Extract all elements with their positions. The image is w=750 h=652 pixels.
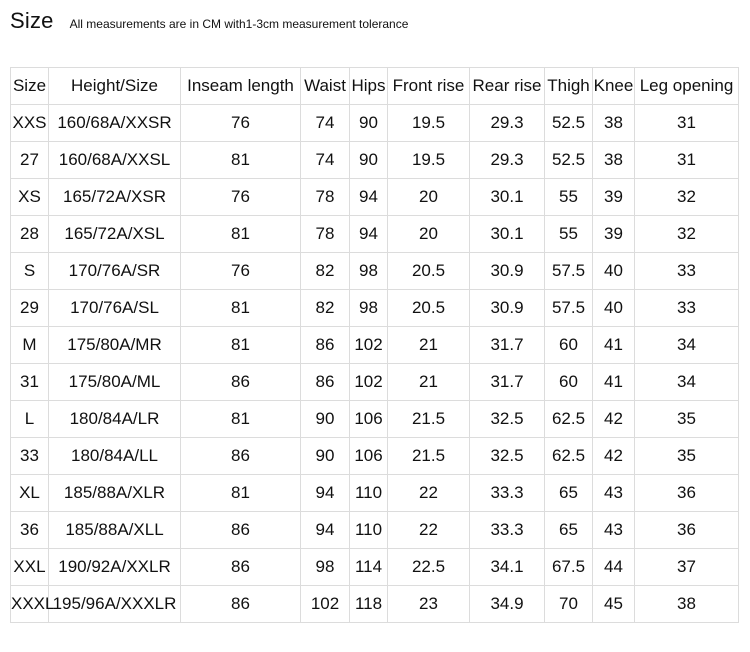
page-header	[10, 8, 408, 38]
column-header-thigh: Thigh	[545, 68, 593, 105]
cell-thigh: 52.5	[545, 142, 593, 179]
cell-size: XXL	[11, 549, 49, 586]
column-header-hips: Hips	[350, 68, 388, 105]
cell-front-rise: 19.5	[388, 142, 470, 179]
table-row	[11, 253, 739, 290]
table-row	[11, 327, 739, 364]
cell-inseam-length: 81	[181, 290, 301, 327]
cell-knee: 42	[593, 438, 635, 475]
cell-rear-rise: 33.3	[470, 512, 545, 549]
cell-height-size: 160/68A/XXSL	[49, 142, 181, 179]
cell-leg-opening: 35	[635, 438, 739, 475]
cell-rear-rise: 29.3	[470, 105, 545, 142]
cell-inseam-length: 86	[181, 549, 301, 586]
cell-leg-opening: 31	[635, 142, 739, 179]
cell-knee: 38	[593, 142, 635, 179]
cell-height-size: 175/80A/ML	[49, 364, 181, 401]
cell-front-rise: 21	[388, 327, 470, 364]
cell-front-rise: 20	[388, 179, 470, 216]
table-header-row	[11, 68, 739, 105]
cell-knee: 38	[593, 105, 635, 142]
cell-knee: 41	[593, 327, 635, 364]
cell-hips: 102	[350, 327, 388, 364]
cell-hips: 98	[350, 290, 388, 327]
cell-hips: 114	[350, 549, 388, 586]
cell-waist: 82	[301, 290, 350, 327]
cell-knee: 43	[593, 512, 635, 549]
column-header-leg-opening: Leg opening	[635, 68, 739, 105]
cell-size: 31	[11, 364, 49, 401]
cell-thigh: 67.5	[545, 549, 593, 586]
cell-rear-rise: 29.3	[470, 142, 545, 179]
cell-leg-opening: 34	[635, 327, 739, 364]
cell-thigh: 62.5	[545, 401, 593, 438]
cell-hips: 110	[350, 475, 388, 512]
cell-rear-rise: 31.7	[470, 364, 545, 401]
cell-leg-opening: 31	[635, 105, 739, 142]
cell-waist: 90	[301, 401, 350, 438]
table-row	[11, 438, 739, 475]
cell-size: L	[11, 401, 49, 438]
cell-waist: 82	[301, 253, 350, 290]
cell-size: XXS	[11, 105, 49, 142]
cell-front-rise: 21	[388, 364, 470, 401]
cell-thigh: 60	[545, 327, 593, 364]
cell-leg-opening: 35	[635, 401, 739, 438]
table-row	[11, 105, 739, 142]
cell-waist: 74	[301, 105, 350, 142]
cell-rear-rise: 32.5	[470, 438, 545, 475]
cell-hips: 94	[350, 216, 388, 253]
cell-waist: 74	[301, 142, 350, 179]
cell-leg-opening: 32	[635, 179, 739, 216]
cell-knee: 45	[593, 586, 635, 623]
cell-front-rise: 20.5	[388, 290, 470, 327]
cell-waist: 94	[301, 475, 350, 512]
cell-size: 27	[11, 142, 49, 179]
cell-rear-rise: 32.5	[470, 401, 545, 438]
cell-front-rise: 22	[388, 475, 470, 512]
cell-waist: 90	[301, 438, 350, 475]
cell-height-size: 180/84A/LR	[49, 401, 181, 438]
table-row	[11, 475, 739, 512]
cell-knee: 43	[593, 475, 635, 512]
cell-leg-opening: 33	[635, 290, 739, 327]
cell-inseam-length: 81	[181, 401, 301, 438]
cell-hips: 94	[350, 179, 388, 216]
cell-height-size: 175/80A/MR	[49, 327, 181, 364]
cell-rear-rise: 34.1	[470, 549, 545, 586]
column-header-height-size: Height/Size	[49, 68, 181, 105]
table-row	[11, 142, 739, 179]
cell-hips: 102	[350, 364, 388, 401]
cell-front-rise: 22	[388, 512, 470, 549]
cell-hips: 118	[350, 586, 388, 623]
cell-inseam-length: 81	[181, 475, 301, 512]
cell-thigh: 70	[545, 586, 593, 623]
table-row	[11, 401, 739, 438]
column-header-waist: Waist	[301, 68, 350, 105]
table-row	[11, 586, 739, 623]
cell-hips: 106	[350, 438, 388, 475]
cell-thigh: 57.5	[545, 253, 593, 290]
cell-size: 28	[11, 216, 49, 253]
measurement-note: All measurements are in CM with1-3cm measurement tolerance	[69, 17, 409, 31]
cell-leg-opening: 38	[635, 586, 739, 623]
column-header-rear-rise: Rear rise	[470, 68, 545, 105]
cell-size: XXXL	[11, 586, 49, 623]
cell-height-size: 170/76A/SR	[49, 253, 181, 290]
cell-thigh: 65	[545, 475, 593, 512]
cell-height-size: 185/88A/XLR	[49, 475, 181, 512]
cell-front-rise: 20.5	[388, 253, 470, 290]
cell-inseam-length: 76	[181, 105, 301, 142]
cell-inseam-length: 86	[181, 364, 301, 401]
cell-rear-rise: 30.9	[470, 253, 545, 290]
cell-rear-rise: 34.9	[470, 586, 545, 623]
cell-size: 29	[11, 290, 49, 327]
cell-knee: 39	[593, 216, 635, 253]
cell-front-rise: 22.5	[388, 549, 470, 586]
cell-inseam-length: 86	[181, 438, 301, 475]
cell-height-size: 160/68A/XXSR	[49, 105, 181, 142]
cell-size: XS	[11, 179, 49, 216]
cell-leg-opening: 36	[635, 512, 739, 549]
cell-inseam-length: 76	[181, 253, 301, 290]
cell-leg-opening: 37	[635, 549, 739, 586]
cell-waist: 94	[301, 512, 350, 549]
cell-leg-opening: 33	[635, 253, 739, 290]
table-body	[11, 105, 739, 623]
cell-thigh: 55	[545, 216, 593, 253]
cell-inseam-length: 81	[181, 216, 301, 253]
cell-height-size: 165/72A/XSL	[49, 216, 181, 253]
cell-inseam-length: 76	[181, 179, 301, 216]
cell-inseam-length: 86	[181, 586, 301, 623]
cell-height-size: 185/88A/XLL	[49, 512, 181, 549]
cell-rear-rise: 30.9	[470, 290, 545, 327]
cell-knee: 40	[593, 253, 635, 290]
table-row	[11, 512, 739, 549]
cell-waist: 102	[301, 586, 350, 623]
cell-hips: 90	[350, 105, 388, 142]
table-row	[11, 290, 739, 327]
table-row	[11, 549, 739, 586]
size-chart-table	[10, 67, 739, 623]
cell-front-rise: 21.5	[388, 438, 470, 475]
cell-knee: 44	[593, 549, 635, 586]
cell-size: M	[11, 327, 49, 364]
table-row	[11, 179, 739, 216]
cell-front-rise: 21.5	[388, 401, 470, 438]
cell-height-size: 180/84A/LL	[49, 438, 181, 475]
cell-knee: 41	[593, 364, 635, 401]
cell-rear-rise: 33.3	[470, 475, 545, 512]
cell-leg-opening: 36	[635, 475, 739, 512]
table-row	[11, 364, 739, 401]
cell-inseam-length: 81	[181, 327, 301, 364]
cell-height-size: 190/92A/XXLR	[49, 549, 181, 586]
cell-knee: 39	[593, 179, 635, 216]
cell-leg-opening: 34	[635, 364, 739, 401]
cell-height-size: 195/96A/XXXLR	[49, 586, 181, 623]
cell-size: 36	[11, 512, 49, 549]
cell-rear-rise: 31.7	[470, 327, 545, 364]
cell-hips: 90	[350, 142, 388, 179]
cell-thigh: 57.5	[545, 290, 593, 327]
column-header-knee: Knee	[593, 68, 635, 105]
cell-waist: 86	[301, 327, 350, 364]
cell-hips: 98	[350, 253, 388, 290]
cell-height-size: 165/72A/XSR	[49, 179, 181, 216]
cell-thigh: 55	[545, 179, 593, 216]
cell-height-size: 170/76A/SL	[49, 290, 181, 327]
table-row	[11, 216, 739, 253]
cell-front-rise: 19.5	[388, 105, 470, 142]
cell-front-rise: 23	[388, 586, 470, 623]
cell-waist: 78	[301, 179, 350, 216]
cell-size: S	[11, 253, 49, 290]
cell-size: 33	[11, 438, 49, 475]
column-header-size: Size	[11, 68, 49, 105]
cell-thigh: 52.5	[545, 105, 593, 142]
cell-rear-rise: 30.1	[470, 179, 545, 216]
cell-waist: 86	[301, 364, 350, 401]
column-header-front-rise: Front rise	[388, 68, 470, 105]
cell-front-rise: 20	[388, 216, 470, 253]
cell-rear-rise: 30.1	[470, 216, 545, 253]
cell-thigh: 62.5	[545, 438, 593, 475]
cell-hips: 106	[350, 401, 388, 438]
cell-knee: 42	[593, 401, 635, 438]
cell-knee: 40	[593, 290, 635, 327]
cell-leg-opening: 32	[635, 216, 739, 253]
cell-waist: 98	[301, 549, 350, 586]
page-title: Size	[10, 8, 54, 33]
cell-waist: 78	[301, 216, 350, 253]
column-header-inseam-length: Inseam length	[181, 68, 301, 105]
cell-hips: 110	[350, 512, 388, 549]
cell-inseam-length: 81	[181, 142, 301, 179]
cell-inseam-length: 86	[181, 512, 301, 549]
cell-size: XL	[11, 475, 49, 512]
cell-thigh: 65	[545, 512, 593, 549]
cell-thigh: 60	[545, 364, 593, 401]
